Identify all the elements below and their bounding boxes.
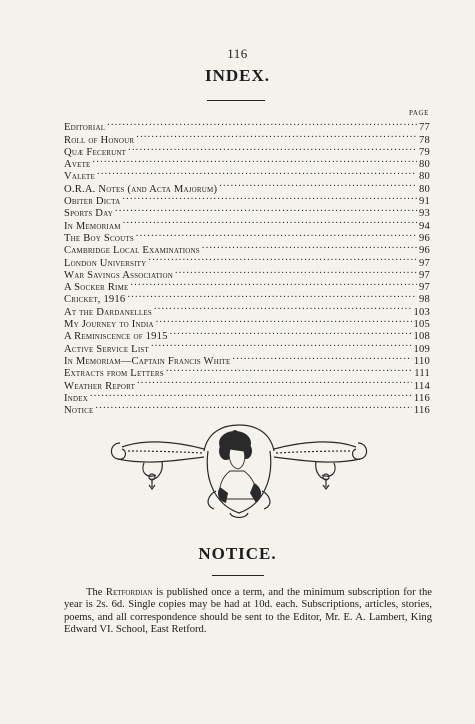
- leader-dots: [127, 290, 417, 302]
- entry-title: Cricket, 1916: [64, 294, 126, 306]
- leader-dots: [107, 118, 417, 130]
- entry-page: 91: [419, 196, 430, 208]
- leader-dots: [90, 389, 412, 401]
- entry-title: Valete: [64, 171, 96, 183]
- entry-page: 111: [414, 368, 430, 380]
- notice-text: is published once a term, and the minimum subscription for the year is 2s. 6d. Single copies may be had at 10d. each. Subscriptions, articles, stories, poems, and all correspondence should be sent to the Editor, Mr. E. A. Lambert, King Edward VI. School, East Retford.: [64, 587, 432, 636]
- index-entry: [64, 389, 430, 404]
- entry-page: 77: [419, 122, 430, 134]
- entry-title: Cambridge Local Examinations: [64, 245, 200, 257]
- leader-dots: [115, 204, 417, 216]
- leader-dots: [202, 241, 417, 253]
- entry-page: 110: [413, 355, 430, 367]
- leader-dots: [130, 278, 417, 290]
- notice-rule: [212, 575, 264, 576]
- leader-dots: [97, 167, 417, 179]
- entry-title: London University: [64, 257, 147, 269]
- entry-page: 114: [413, 380, 430, 392]
- leader-dots: [154, 302, 412, 314]
- entry-title: Roll of Honour: [64, 134, 135, 146]
- entry-title: Editorial: [64, 122, 106, 134]
- entry-page: 116: [413, 392, 430, 404]
- entry-title: O.R.A. Notes (and Acta Majorum): [64, 183, 218, 195]
- entry-page: 79: [419, 146, 430, 158]
- entry-title: Obiter Dicta: [64, 196, 121, 208]
- leader-dots: [166, 364, 412, 376]
- page-column-label: PAGE: [409, 109, 430, 117]
- entry-title: Notice: [64, 405, 94, 417]
- index-entry: [64, 216, 430, 232]
- entry-page: 98: [419, 294, 430, 306]
- notice-lead-the: The: [86, 587, 103, 598]
- index-entry: [64, 118, 430, 134]
- entry-page: 108: [413, 331, 430, 343]
- entry-page: 80: [419, 183, 430, 195]
- entry-page: 96: [419, 232, 430, 244]
- entry-page: 80: [419, 159, 430, 171]
- decorative-vignette: [104, 421, 374, 521]
- entry-title: At the Dardanelles: [64, 306, 152, 318]
- notice-heading: NOTICE.: [198, 544, 277, 563]
- leader-dots: [148, 253, 417, 265]
- leader-dots: [95, 401, 411, 413]
- entry-page: 80: [419, 171, 430, 183]
- leader-dots: [123, 216, 417, 228]
- entry-title: A Socker Rime: [64, 282, 129, 294]
- leader-dots: [175, 266, 417, 278]
- entry-title: Avete: [64, 159, 91, 171]
- index-entry: [64, 155, 430, 171]
- entry-title: My Journey to India: [64, 319, 154, 331]
- entry-page: 97: [419, 257, 430, 269]
- index-entry: [64, 401, 430, 417]
- leader-dots: [151, 339, 412, 351]
- leader-dots: [219, 179, 417, 191]
- entry-title: Sports Day: [64, 208, 114, 220]
- index-entry: [64, 204, 430, 220]
- entry-title: In Memoriam—Captain Francis White: [64, 355, 231, 367]
- leader-dots: [156, 315, 412, 327]
- leader-dots: [128, 143, 417, 155]
- index-heading: INDEX.: [204, 66, 271, 85]
- entry-title: War Savings Association: [64, 269, 173, 281]
- leader-dots: [93, 155, 417, 167]
- entry-page: 97: [419, 269, 430, 281]
- entry-page: 105: [413, 319, 430, 331]
- entry-page: 116: [413, 405, 430, 417]
- entry-title: Index: [64, 392, 88, 404]
- leader-dots: [122, 192, 417, 204]
- entry-page: 109: [413, 343, 430, 355]
- entry-title: Weather Report: [64, 380, 136, 392]
- entry-title: The Boy Scouts: [64, 232, 134, 244]
- entry-title: In Memoriam: [64, 220, 121, 232]
- entry-page: 93: [419, 208, 430, 220]
- publication-name: Retfordian: [105, 587, 153, 598]
- leader-dots: [232, 352, 411, 364]
- entry-title: Extracts from Letters: [64, 368, 164, 380]
- index-list: [64, 118, 430, 417]
- leader-dots: [137, 376, 412, 388]
- notice-paragraph: [64, 587, 432, 637]
- leader-dots: [136, 130, 417, 142]
- page-number: 116: [227, 46, 248, 61]
- entry-title: Quæ Fecerunt: [64, 146, 127, 158]
- entry-title: A Reminiscence of 1915: [64, 331, 168, 343]
- leader-dots: [136, 229, 417, 241]
- entry-page: 103: [413, 306, 430, 318]
- index-entry: [64, 130, 430, 146]
- entry-page: 78: [419, 134, 430, 146]
- entry-page: 97: [419, 282, 430, 294]
- entry-page: 94: [419, 220, 430, 232]
- entry-title: Active Service List: [64, 343, 149, 355]
- heading-rule: [207, 100, 265, 101]
- index-entry: [64, 179, 430, 195]
- index-entry: [64, 167, 430, 183]
- entry-page: 96: [419, 245, 430, 257]
- leader-dots: [170, 327, 412, 339]
